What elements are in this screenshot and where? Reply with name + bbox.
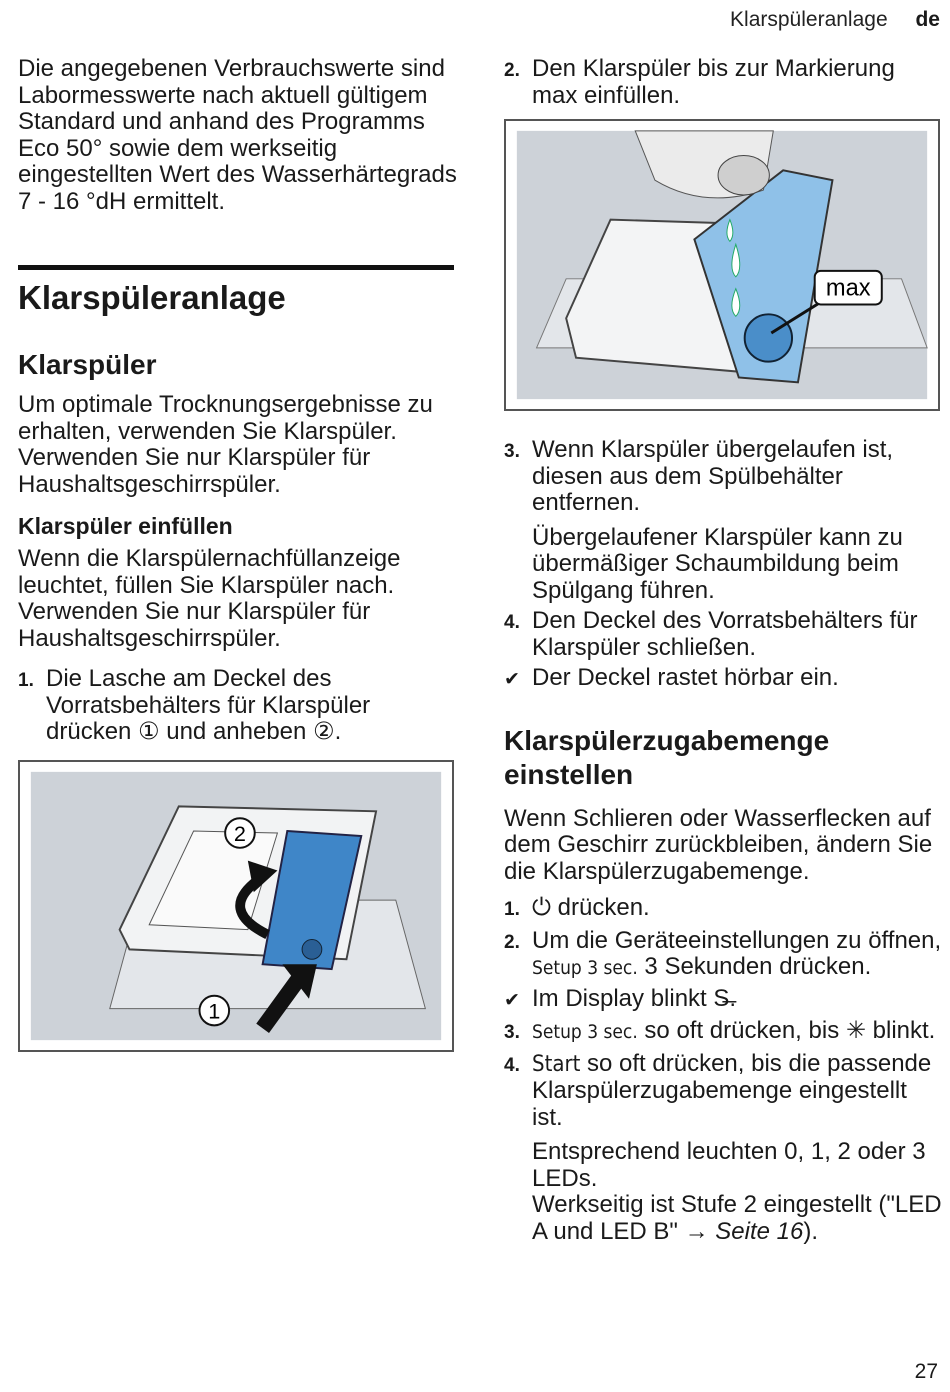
step-number: 3.: [504, 441, 520, 462]
step-number: 2.: [504, 931, 520, 953]
result-text: Im Display blinkt: [532, 984, 707, 1012]
section-rule: [18, 265, 454, 270]
step-text: drücken.: [557, 894, 650, 921]
step-3: [504, 437, 944, 517]
dose-step-3: [504, 1018, 944, 1047]
fill-max-illustration: [506, 121, 938, 409]
right-column: [504, 56, 944, 1245]
step-text: Die Lasche am Deckel des Vorratsbehälters für Klarspüler drücken ① und anheben ②.: [46, 665, 371, 745]
page-number: 27: [914, 1360, 938, 1383]
header-section-title: Klarspüleranlage: [730, 8, 888, 31]
subheading-fill: Klarspüler einfüllen: [18, 513, 233, 539]
header-language: de: [915, 8, 940, 31]
step-1: [18, 666, 458, 746]
page-reference-link[interactable]: Seite 16: [715, 1217, 804, 1245]
left-column: [18, 56, 458, 1052]
step-2: [504, 56, 944, 109]
step-text-b: blinkt.: [872, 1017, 936, 1044]
callout-1-label: 1: [208, 997, 221, 1023]
lid-tab: [302, 939, 322, 959]
rinse-aid-symbol-icon: ✳: [845, 1017, 866, 1044]
result-text: Der Deckel rastet hörbar ein.: [532, 664, 839, 691]
result-line: [504, 665, 944, 694]
setup-key-label: Setup 3 sec.: [532, 1021, 638, 1043]
setup-key-label: Setup 3 sec.: [532, 957, 638, 979]
step-4: [504, 608, 944, 661]
step-text: Den Klarspüler bis zur Markierung max einfüllen.: [532, 55, 895, 109]
note-default-end: ).: [803, 1217, 819, 1245]
check-icon: ✔: [504, 989, 520, 1011]
step-3-note: Übergelaufener Klarspüler kann zu übermäßiger Schaumbildung beim Spülgang führen.: [532, 523, 903, 604]
start-key-label: Start: [532, 1051, 581, 1077]
note-default-text: Werkseitig ist Stufe 2 eingestellt ("LED A und LED B" →: [532, 1191, 942, 1245]
paragraph-streaks: Wenn Schlieren oder Wasserflecken auf dem Geschirr zurückbleiben, ändern Sie die Klarspülerzugabemenge.: [504, 804, 933, 885]
step-number: 4.: [504, 612, 520, 633]
paragraph-optimal: Um optimale Trocknungsergebnisse zu erhalten, verwenden Sie Klarspüler.: [18, 391, 433, 445]
open-lid-illustration: [20, 762, 452, 1050]
paragraph-refill: Wenn die Klarspülernachfüllanzeige leuchtet, füllen Sie Klarspüler nach.: [18, 545, 401, 599]
step-text: Wenn Klarspüler übergelaufen ist, diesen aus dem Spülbehälter entfernen.: [532, 436, 894, 516]
fill-opening: [745, 314, 792, 361]
step-number: 1.: [504, 899, 520, 920]
note-default: [504, 1192, 944, 1245]
step-text-b: 3 Sekunden drücken.: [644, 953, 872, 980]
subsection-heading: Klarspüler: [18, 349, 157, 380]
running-header: [730, 8, 940, 32]
step-text: Den Deckel des Vorratsbehälters für Klarspüler schließen.: [532, 607, 918, 661]
step-text-a: so oft drücken, bis: [644, 1017, 840, 1044]
dose-step-4: [504, 1051, 944, 1132]
subsection-heading-dosage: Klarspülerzugabemenge einstellen: [504, 724, 830, 790]
step-text-a: Um die Geräteeinstellungen zu öffnen,: [532, 926, 942, 954]
paragraph-use-only-2: Verwenden Sie nur Klarspüler für Haushaltsgeschirrspüler.: [18, 598, 371, 652]
section-heading: Klarspüleranlage: [18, 279, 286, 316]
intro-paragraph: Die angegebenen Verbrauchswerte sind Labormesswerte nach aktuell gültigem Standard und anhand des Programms Eco 50° sowie dem werkseitig eingestellten Wert des Wasserhärtegrads 7 - 16 °dH ermittelt.: [18, 55, 457, 215]
display-symbol-icon: S̶.: [713, 984, 737, 1012]
dose-step-2: [504, 928, 944, 982]
step-number: 2.: [504, 60, 520, 81]
bottle-nozzle: [718, 156, 769, 195]
dose-result-1: [504, 986, 944, 1015]
step-number: 4.: [504, 1054, 520, 1076]
paragraph-use-only: Verwenden Sie nur Klarspüler für Haushaltsgeschirrspüler.: [18, 444, 371, 498]
step-number: 1.: [18, 670, 34, 691]
note-leds: Entsprechend leuchten 0, 1, 2 oder 3 LEDs.: [532, 1138, 926, 1192]
power-icon: ⏻: [532, 894, 551, 921]
figure-fill-max: [504, 119, 940, 411]
step-text: so oft drücken, bis die passende Klarspülerzugabemenge eingestellt ist.: [532, 1049, 932, 1131]
max-label: max: [825, 275, 871, 302]
check-icon: ✔: [504, 669, 520, 690]
callout-2-label: 2: [233, 820, 246, 846]
dose-step-1: [504, 895, 944, 924]
figure-open-lid: [18, 760, 454, 1052]
step-number: 3.: [504, 1022, 520, 1043]
